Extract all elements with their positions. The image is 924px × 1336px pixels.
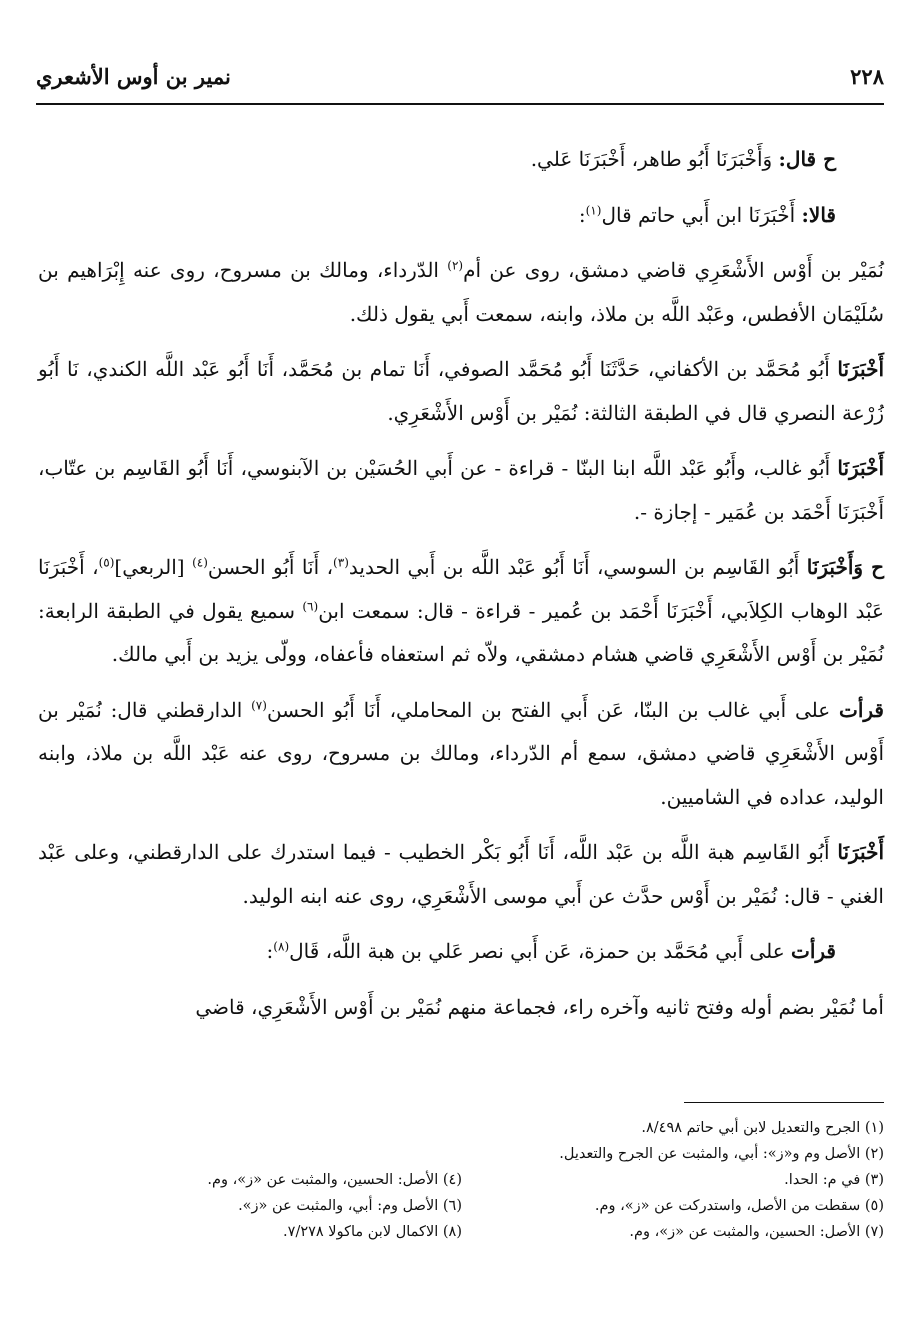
main-text xyxy=(38,138,884,1041)
paragraph-lead: ح وَأَخْبَرَنَا xyxy=(806,555,885,579)
paragraph-5 xyxy=(38,447,884,534)
page-number: ٢٢٨ xyxy=(850,64,884,89)
paragraph-1 xyxy=(38,138,884,182)
paragraph-3 xyxy=(38,249,884,336)
paragraph-tail: الدارقطني قال: نُمَيْر بن أَوْس الأَشْعَرِي قاضي دمشق، سمع أم الدّرداء، ومالك بن مسروح، روى عنه عَبْد اللَّه بن ملاذ، وابنه الوليد، عداده في الشاميين. xyxy=(38,697,884,809)
footnote-1: (١) الجرح والتعديل لابن أبي حاتم ٨/٤٩٨. xyxy=(641,1120,884,1136)
footnote-row xyxy=(40,1115,884,1141)
footnote-2: (٢) الأصل وم و«ز»: أبي، والمثبت عن الجرح والتعديل. xyxy=(559,1146,884,1162)
paragraph-10 xyxy=(38,986,884,1030)
footnotes xyxy=(40,1115,884,1245)
footnote-ref: (١) xyxy=(585,202,602,217)
paragraph-2 xyxy=(38,194,884,238)
paragraph-lead: ح قال: xyxy=(778,147,836,171)
paragraph-9 xyxy=(38,930,884,974)
paragraph-text: على أَبي غالب بن البنّا، عَن أَبي الفتح بن المحاملي، أَنَا أَبُو الحسن xyxy=(266,697,839,722)
header-rule xyxy=(36,103,884,105)
paragraph-text: وَأَخْبَرَنَا أَبُو طاهر، أَخْبَرَنَا عَلي. xyxy=(530,147,779,171)
paragraph-tail: سميع يقول في الطبقة الرابعة: نُمَيْر بن أَوْس الأَشْعَرِي قاضي هشام دمشقي، ولاّه ثم استعفاه فأعفاه، وولّى يزيد بن أَبي مالك. xyxy=(38,598,884,666)
running-title: نمير بن أوس الأشعري xyxy=(36,64,231,89)
footnote-7: (٧) الأصل: الحسين، والمثبت عن «ز»، وم. xyxy=(629,1224,884,1240)
paragraph-tail: ، أَنَا أَبُو الحسن xyxy=(207,555,334,579)
footnote-8: (٨) الاكمال لابن ماكولا ٧/٢٧٨. xyxy=(283,1224,462,1240)
paragraph-4 xyxy=(38,348,884,435)
footnote-row xyxy=(40,1141,884,1167)
footnote-3: (٣) في م: الحدا. xyxy=(784,1172,884,1188)
paragraph-text: نُمَيْر بن أَوْس الأَشْعَرِي قاضي دمشق، روى عن أم xyxy=(463,258,884,282)
paragraph-text: أَبُو غالب، وأَبُو عَبْد اللَّه ابنا البنّا - قراءة - عن أَبي الحُسَيْن بن الآبنوسي، أَنَا أَبُو القَاسِم بن عتّاب، أَخْبَرَنَا أَحْمَد بن عُمَير - إجازة -. xyxy=(38,456,884,524)
paragraph-6 xyxy=(38,546,884,677)
paragraph-7 xyxy=(38,689,884,820)
paragraph-lead: قرأت xyxy=(839,697,884,722)
page-header xyxy=(36,64,884,100)
paragraph-text: أما نُمَيْر بضم أوله وفتح ثانيه وآخره راء، فجماعة منهم نُمَيْر بن أَوْس الأَشْعَرِي، قاضي xyxy=(195,994,884,1019)
footnote-ref: (٧) xyxy=(251,697,267,712)
paragraph-text: على أَبي مُحَمَّد بن حمزة، عَن أَبي نصر عَلي بن هبة اللَّه، قَال xyxy=(289,939,792,963)
footnote-ref: (٦) xyxy=(302,598,319,613)
footnote-rule xyxy=(684,1102,884,1103)
paragraph-text: أَبُو القَاسِم هبة اللَّه بن عَبْد اللَّه، أَنَا أَبُو بَكْر الخطيب - فيما استدرك على الدارقطني، وعلى عَبْد الغني - قال: نُمَيْر بن أَوْس حدَّث عن أَبي موسى الأَشْعَرِي، روى عنه ابنه الوليد. xyxy=(38,840,884,908)
paragraph-text: أَخْبَرَنَا ابن أَبي حاتم قال xyxy=(601,202,802,227)
paragraph-tail: [الربعي] xyxy=(114,555,193,579)
footnote-ref: (٤) xyxy=(192,555,208,570)
footnote-ref: (٥) xyxy=(98,555,115,570)
footnote-6: (٦) الأصل وم: أبي، والمثبت عن «ز». xyxy=(238,1198,462,1214)
footnote-ref: (٢) xyxy=(447,258,464,273)
footnote-ref: (٨) xyxy=(273,939,290,954)
footnote-row xyxy=(40,1219,884,1245)
paragraph-tail: : xyxy=(266,939,274,963)
paragraph-lead: قرأت xyxy=(791,939,836,963)
paragraph-tail: ، أَخْبَرَنَا عَبْد الوهاب الكِلاَبي، أَخْبَرَنَا أَحْمَد بن عُمير - قراءة - قال: سمعت ابن xyxy=(38,555,884,623)
paragraph-lead: أَخْبَرَنَا xyxy=(837,456,884,480)
footnote-ref: (٣) xyxy=(333,555,349,570)
footnote-row xyxy=(40,1193,884,1219)
paragraph-lead: أَخْبَرَنَا xyxy=(837,357,884,381)
paragraph-tail: الدّرداء، ومالك بن مسروح، روى عنه إِبْرَاهيم بن سُلَيْمَان الأفطس، وعَبْد اللَّه بن ملاذ، وابنه، سمعت أَبي يقول ذلك. xyxy=(38,258,884,326)
paragraph-lead: أَخْبَرَنَا xyxy=(837,840,884,864)
paragraph-lead: قالا: xyxy=(801,202,836,227)
footnote-5: (٥) سقطت من الأصل، واستدركت عن «ز»، وم. xyxy=(594,1198,884,1214)
paragraph-text: أَبُو مُحَمَّد بن الأكفاني، حَدَّثَنَا أَبُو مُحَمَّد الصوفي، أَنَا تمام بن مُحَمَّد، أَنَا أَبُو عَبْد اللَّه الكندي، نَا أَبُو زُرْعة النصري قال في الطبقة الثالثة: نُمَيْر بن أَوْس الأَشْعَرِي. xyxy=(38,357,884,425)
paragraph-tail: : xyxy=(578,202,586,227)
paragraph-8 xyxy=(38,831,884,918)
footnote-4: (٤) الأصل: الحسين، والمثبت عن «ز»، وم. xyxy=(207,1172,462,1188)
paragraph-text: أَبُو القَاسِم بن السوسي، أَنَا أَبُو عَبْد اللَّه بن أَبي الحديد xyxy=(348,555,807,579)
footnote-row xyxy=(40,1167,884,1193)
